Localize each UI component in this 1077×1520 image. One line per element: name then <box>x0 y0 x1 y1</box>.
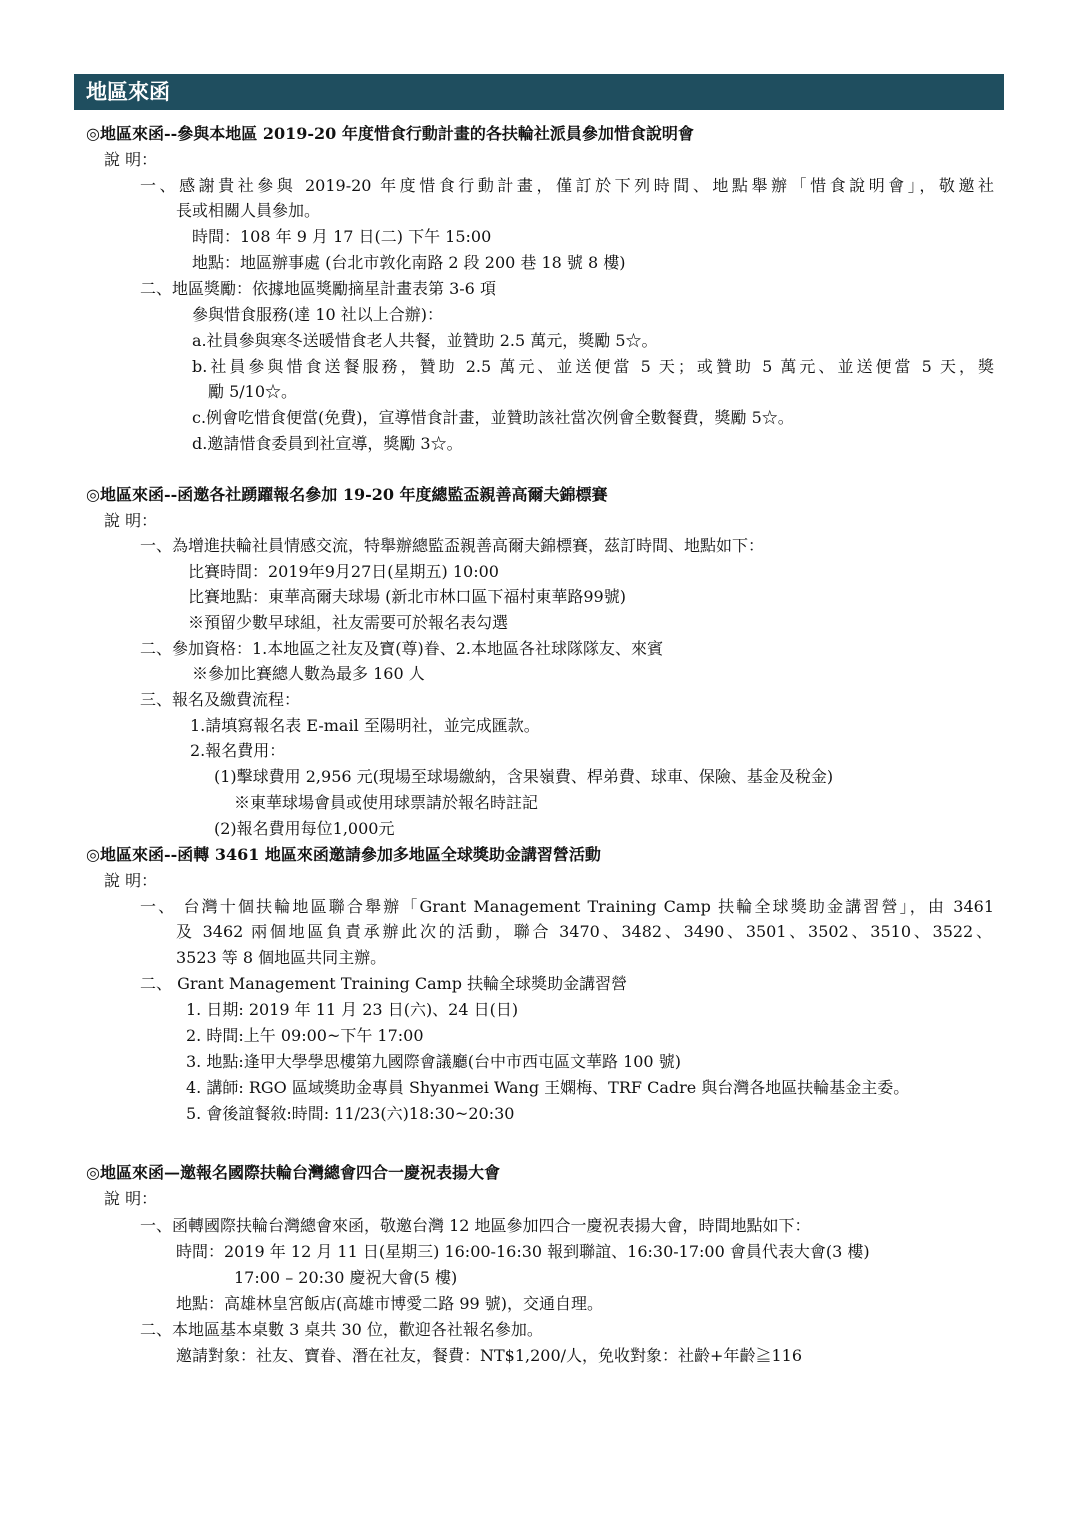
section-2-line-8: 1.請填寫報名表 E-mail 至陽明社，並完成匯款。 <box>190 716 540 735</box>
section-4-line-3: 17:00 – 20:30 慶祝大會(5 樓) <box>234 1268 458 1287</box>
section-2-label: 說 明： <box>104 511 158 530</box>
section-1-line-1: 一、感謝貴社參與 2019-20 年度惜食行動計畫，僅訂於下列時間、地點舉辦「惜食說明會」，敬邀社 <box>140 176 994 195</box>
section-2-line-4: ※預留少數早球組，社友需要可於報名表勾選 <box>188 613 509 632</box>
section-2-line-1: 一、為增進扶輪社員情感交流，特舉辦總監盃親善高爾夫錦標賽，茲訂時間、地點如下： <box>140 536 765 555</box>
section-1-line-4: 地點：地區辦事處 (台北市敦化南路 2 段 200 巷 18 號 8 樓) <box>192 253 626 272</box>
section-3-line-6: 2. 時間:上午 09:00~下午 17:00 <box>186 1026 424 1045</box>
section-1-line-6: 參與惜食服務(達 10 社以上合辦)： <box>192 305 444 324</box>
section-1-line-5: 二、地區獎勵：依據地區獎勵摘星計畫表第 3-6 項 <box>140 279 496 298</box>
banner-title: 地區來函 <box>86 79 170 104</box>
section-3-line-9: 5. 會後誼餐敘:時間: 11/23(六)18:30~20:30 <box>186 1104 515 1123</box>
section-4-line-4: 地點：高雄林皇宮飯店(高雄市博愛二路 99 號)，交通自理。 <box>176 1294 604 1313</box>
section-4-line-6: 邀請對象：社友、寶眷、潛在社友，餐費：NT$1,200/人，免收對象：社齡+年齡≧116 <box>176 1346 802 1365</box>
section-4-line-5: 二、本地區基本桌數 3 桌共 30 位，歡迎各社報名參加。 <box>140 1320 543 1339</box>
section-4-label: 說 明： <box>104 1189 158 1208</box>
section-4-line-1: 一、函轉國際扶輪台灣總會來函，敬邀台灣 12 地區參加四合一慶祝表揚大會，時間地點如下： <box>140 1216 811 1235</box>
section-2-line-11: ※東華球場會員或使用球票請於報名時註記 <box>234 793 539 812</box>
section-4-title: ◎地區來函—邀報名國際扶輪台灣總會四合一慶祝表揚大會 <box>86 1163 500 1182</box>
section-3-line-5: 1. 日期: 2019 年 11 月 23 日(六)、24 日(日) <box>186 1000 519 1019</box>
section-3-line-2: 及 3462 兩個地區負責承辦此次的活動，聯合 3470、3482、3490、3501、3502、3510、3522、 <box>176 922 992 941</box>
section-2-line-10: (1)擊球費用 2,956 元(現場至球場繳納，含果嶺費、桿弟費、球車、保險、基金及稅金) <box>214 767 834 786</box>
section-2-line-3: 比賽地點：東華高爾夫球場 (新北市林口區下福村東華路99號) <box>188 587 626 606</box>
section-banner <box>74 74 1004 110</box>
section-1-line-10: c.例會吃惜食便當(免費)，宣導惜食計畫，並贊助該社當次例會全數餐費，獎勵 5☆。 <box>192 408 794 427</box>
section-1-line-3: 時間：108 年 9 月 17 日(二) 下午 15:00 <box>192 227 492 246</box>
section-1-title: ◎地區來函--參與本地區 2019-20 年度惜食行動計畫的各扶輪社派員參加惜食說明會 <box>86 124 694 143</box>
section-1-line-8: b.社員參與惜食送餐服務，贊助 2.5 萬元、並送便當 5 天；或贊助 5 萬元、並送便當 5 天，獎 <box>192 357 994 376</box>
section-2-line-12: (2)報名費用每位1,000元 <box>214 819 395 838</box>
section-3-line-8: 4. 講師: RGO 區域獎助金專員 Shyanmei Wang 王嫻梅、TRF Cadre 與台灣各地區扶輪基金主委。 <box>186 1078 910 1097</box>
section-2-line-9: 2.報名費用： <box>190 741 286 760</box>
section-1-line-9: 勵 5/10☆。 <box>208 382 298 401</box>
section-2-line-2: 比賽時間：2019年9月27日(星期五) 10:00 <box>188 562 499 581</box>
section-1-line-11: d.邀請惜食委員到社宣導，獎勵 3☆。 <box>192 434 463 453</box>
section-1-line-7: a.社員參與寒冬送暖惜食老人共餐，並贊助 2.5 萬元，獎勵 5☆。 <box>192 331 658 350</box>
section-2-line-5: 二、參加資格：1.本地區之社友及寶(尊)眷、2.本地區各社球隊隊友、來賓 <box>140 639 664 658</box>
section-3-line-7: 3. 地點:逢甲大學學思樓第九國際會議廳(台中市西屯區文華路 100 號) <box>186 1052 681 1071</box>
section-2-line-6: ※參加比賽總人數為最多 160 人 <box>192 664 425 683</box>
section-2-line-7: 三、報名及繳費流程： <box>140 690 301 709</box>
section-3-line-3: 3523 等 8 個地區共同主辦。 <box>176 948 387 967</box>
section-1-label: 說 明： <box>104 150 158 169</box>
section-3-line-4: 二、 Grant Management Training Camp 扶輪全球獎助金講習營 <box>140 974 628 993</box>
section-3-label: 說 明： <box>104 871 158 890</box>
section-2-title: ◎地區來函--函邀各社踴躍報名參加 19-20 年度總監盃親善高爾夫錦標賽 <box>86 485 608 504</box>
section-3-line-1: 一、 台灣十個扶輪地區聯合舉辦「Grant Management Training Camp 扶輪全球獎助金講習營」，由 3461 <box>140 897 994 916</box>
section-4-line-2: 時間：2019 年 12 月 11 日(星期三) 16:00-16:30 報到聯誼、16:30-17:00 會員代表大會(3 樓) <box>176 1242 870 1261</box>
section-1-line-2: 長或相關人員參加。 <box>176 201 321 220</box>
section-3-title: ◎地區來函--函轉 3461 地區來函邀請參加多地區全球獎助金講習營活動 <box>86 845 601 864</box>
